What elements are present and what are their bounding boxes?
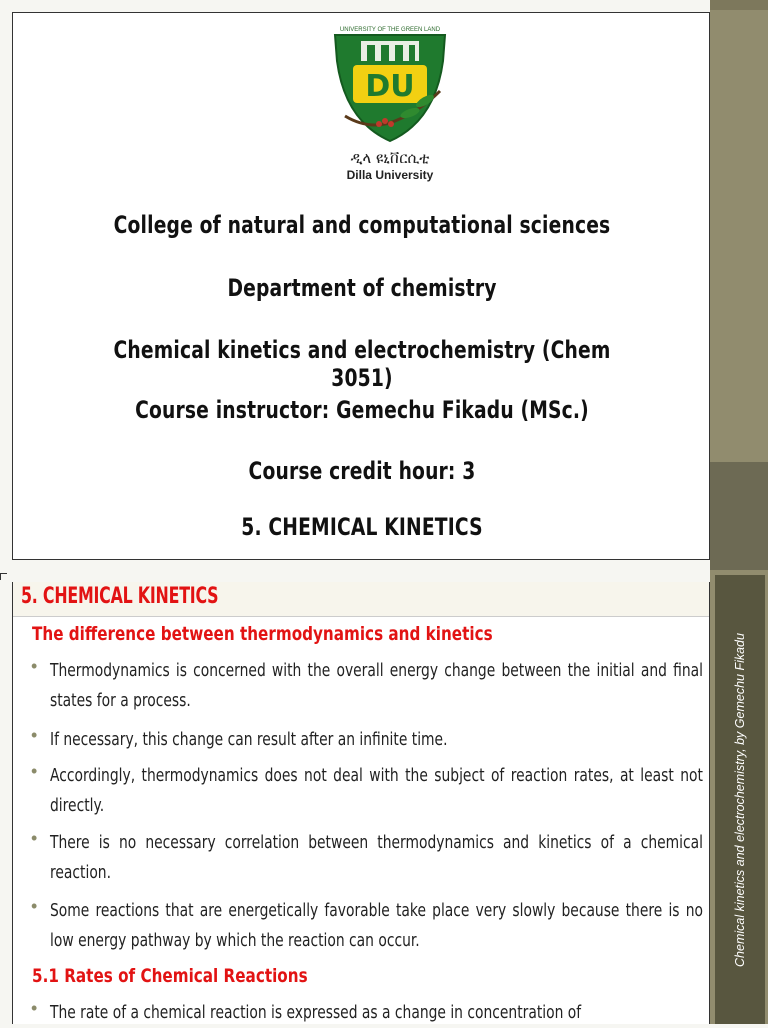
slide-header [13,582,709,617]
bullet-dot: • [31,896,38,916]
dilla-university-logo [315,21,465,186]
college-name: College of natural and computational sciences [113,211,611,239]
bullet-text: The rate of a chemical reaction is expressed as a change in concentration of [50,1002,582,1023]
side-band-top [710,0,768,10]
subheading: The difference between thermodynamics and kinetics [32,623,493,645]
course-instructor: Course instructor: Gemechu Fikadu (MSc.) [135,396,589,424]
bullet-dot: • [31,998,38,1018]
content-slide [12,582,710,1024]
chapter-title: 5. CHEMICAL KINETICS [241,513,483,541]
bullet-text: There is no necessary correlation between thermodynamics and kinetics of a chemical reaction. [50,832,703,883]
logo-english-name: Dilla University [346,168,434,182]
bullet-dot: • [31,725,38,745]
department-name: Department of chemistry [227,274,497,302]
credit-hour: Course credit hour: 3 [248,457,476,485]
logo-initials: DU [365,69,415,104]
bullet-text: Some reactions that are energetically favorable take place very slowly because there is no low energy pathway by which the reaction can occur. [50,900,703,951]
side-footer [715,575,765,1024]
bullet-text: Thermodynamics is concerned with the overall energy change between the initial and final states for a process. [50,660,703,711]
side-caption: Chemical kinetics and electrochemistry, by Gemechu Fikadu [733,632,747,967]
section-heading: 5.1 Rates of Chemical Reactions [32,965,308,987]
logo-amharic-name: ዲላ ዩኒቨርሲቲ [350,149,430,167]
bullet-dot: • [31,761,38,781]
logo-top-text: UNIVERSITY OF THE GREEN LAND [339,27,441,33]
slide-corner-mark [0,573,7,580]
course-title: Chemical kinetics and electrochemistry (Chem 3051) [113,336,611,392]
bullet-dot: • [31,828,38,848]
bullet-text: If necessary, this change can result after an infinite time. [50,729,448,750]
bullet-dot: • [31,656,38,676]
title-slide [12,12,710,560]
side-band-middle [710,462,768,570]
bullet-text: Accordingly, thermodynamics does not deal with the subject of reaction rates, at least not directly. [50,765,703,816]
slide-title: 5. CHEMICAL KINETICS [21,584,219,609]
